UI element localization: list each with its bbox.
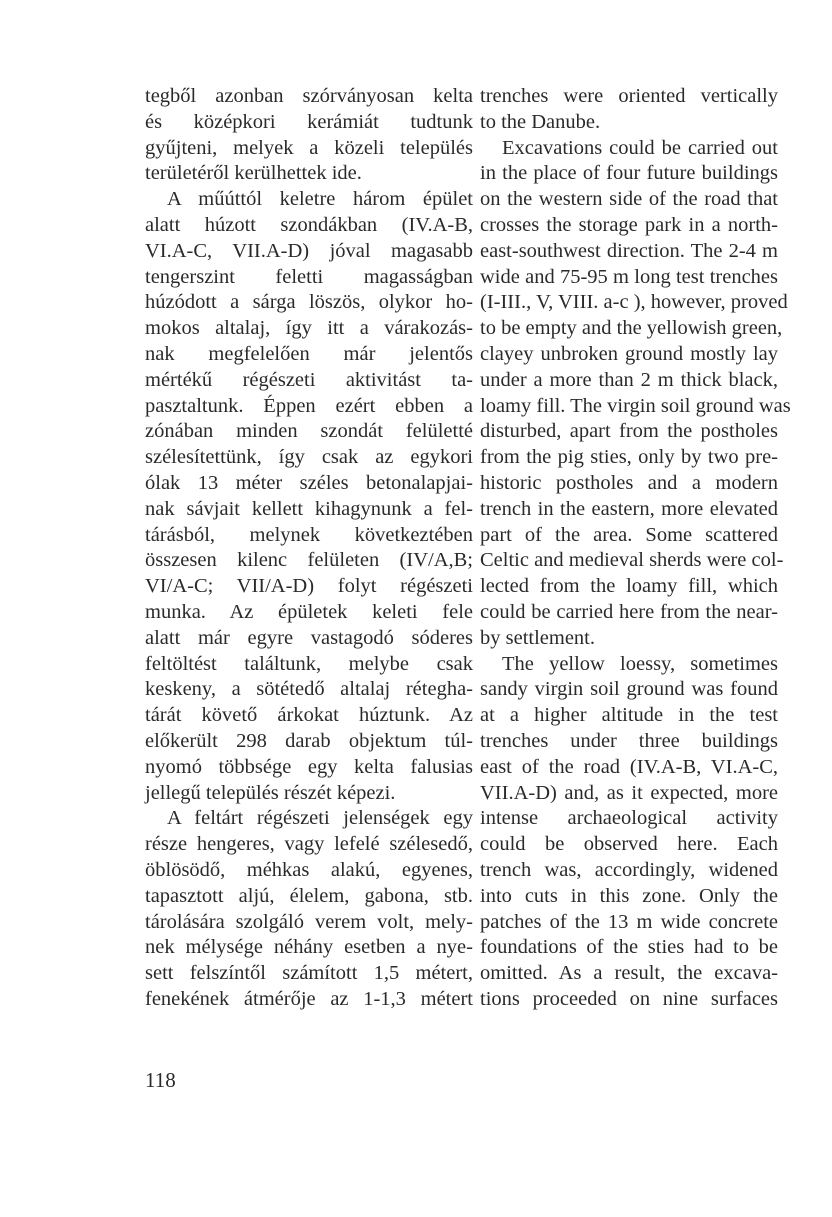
text-line: part of the area. Some scattered (480, 523, 778, 546)
text-line: fenekének átmérője az 1-1,3 métert (145, 987, 473, 1010)
text-line: tions proceeded on nine surfaces (480, 987, 778, 1010)
text-line: Excavations could be carried out (502, 136, 778, 159)
text-line: alatt húzott szondákban (IV.A-B, (145, 213, 473, 236)
right-column-english-text (480, 84, 791, 1013)
text-line: The yellow loessy, sometimes (502, 652, 778, 675)
text-line: nak megfelelően már jelentős (145, 342, 473, 365)
text-line: ólak 13 méter széles betonalapjai- (145, 471, 473, 494)
text-line: tegből azonban szórványosan kelta (145, 85, 473, 107)
text-line: munka. Az épületek keleti fele (145, 600, 473, 623)
left-column-hungarian-text (145, 84, 473, 1013)
text-line: at a higher altitude in the test (480, 704, 778, 727)
text-line: tapasztott aljú, élelem, gabona, stb. (145, 884, 473, 907)
text-line: VI.A-C, VII.A-D) jóval magasabb (145, 239, 473, 262)
text-line: loamy fill. The virgin soil ground was (480, 394, 791, 417)
text-line: jellegű település részét képezi. (145, 781, 396, 804)
text-line: mokos altalaj, így itt a várakozás- (145, 317, 473, 340)
text-line: omitted. As a result, the excava- (480, 962, 778, 985)
text-line: could be carried here from the near- (480, 600, 778, 623)
text-line: foundations of the sties had to be (480, 936, 778, 959)
text-line: feltöltést találtunk, melybe csak (145, 652, 473, 675)
text-line: from the pig sties, only by two pre- (480, 446, 778, 469)
text-line: trenches under three buildings (480, 729, 778, 752)
text-line: east of the road (IV.A-B, VI.A-C, (480, 755, 778, 778)
text-line: tengerszint feletti magasságban (145, 265, 473, 288)
text-line: előkerült 298 darab objektum túl- (145, 729, 473, 752)
text-line: crosses the storage park in a north- (480, 213, 778, 236)
text-line: összesen kilenc felületen (IV/A,B; (145, 549, 473, 572)
text-line: nak sávjait kellett kihagynunk a fel- (145, 497, 473, 520)
text-line: to the Danube. (480, 110, 601, 133)
text-line: mértékű régészeti aktivitást ta- (145, 368, 473, 391)
text-line: VII.A-D) and, as it expected, more (480, 781, 778, 804)
text-line: historic postholes and a modern (480, 471, 778, 494)
text-line: területéről kerülhettek ide. (145, 162, 362, 185)
text-line: under a more than 2 m thick black, (480, 368, 778, 391)
text-line: része hengeres, vagy lefelé szélesedő, (145, 833, 473, 856)
text-line: patches of the 13 m wide concrete (480, 910, 778, 933)
text-line: lected from the loamy fill, which (480, 575, 778, 598)
text-line: sett felszíntől számított 1,5 métert, (145, 962, 473, 985)
text-line: disturbed, apart from the postholes (480, 420, 778, 443)
text-line: east-southwest direction. The 2-4 m (480, 239, 778, 262)
text-line: trench in the eastern, more elevated (480, 497, 778, 520)
text-line: öblösödő, méhkas alakú, egyenes, (145, 858, 473, 881)
text-line: Celtic and medieval sherds were col- (480, 549, 784, 572)
text-line: tárát követő árkokat húztunk. Az (145, 704, 473, 727)
text-line: on the western side of the road that (480, 188, 778, 211)
text-line: trenches were oriented vertically (480, 85, 778, 107)
text-line: to be empty and the yellowish green, (480, 317, 783, 340)
text-line: wide and 75-95 m long test trenches (480, 265, 778, 288)
text-line: pasztaltunk. Éppen ezért ebben a (145, 394, 473, 417)
text-line: nyomó többsége egy kelta falusias (145, 755, 473, 778)
text-line: intense archaeological activity (480, 807, 778, 830)
text-line: in the place of four future buildings (480, 162, 778, 185)
text-line: szélesítettünk, így csak az egykori (145, 446, 473, 469)
text-line: nek mélysége néhány esetben a nye- (145, 936, 473, 959)
text-line: A feltárt régészeti jelenségek egy (167, 807, 473, 830)
text-line: gyűjteni, melyek a közeli település (145, 136, 473, 159)
text-line: by settlement. (480, 626, 596, 649)
text-line: (I-III., V, VIII. a-c ), however, proved (480, 291, 788, 314)
text-line: sandy virgin soil ground was found (480, 678, 778, 701)
text-line: tárásból, melynek következtében (145, 523, 473, 546)
text-line: alatt már egyre vastagodó sóderes (145, 626, 473, 649)
page-number: 118 (145, 1068, 176, 1092)
text-line: VI/A-C; VII/A-D) folyt régészeti (145, 575, 473, 598)
text-line: A műúttól keletre három épület (167, 188, 473, 211)
text-line: clayey unbroken ground mostly lay (480, 342, 778, 365)
text-line: trench was, accordingly, widened (480, 858, 778, 881)
text-line: és középkori kerámiát tudtunk (145, 110, 473, 133)
text-line: zónában minden szondát felületté (145, 420, 473, 443)
text-line: into cuts in this zone. Only the (480, 884, 778, 907)
text-line: húzódott a sárga löszös, olykor ho- (145, 291, 473, 314)
text-line: tárolására szolgáló verem volt, mely- (145, 910, 473, 933)
text-line: could be observed here. Each (480, 833, 778, 856)
text-line: keskeny, a sötétedő altalaj rétegha- (145, 678, 473, 701)
